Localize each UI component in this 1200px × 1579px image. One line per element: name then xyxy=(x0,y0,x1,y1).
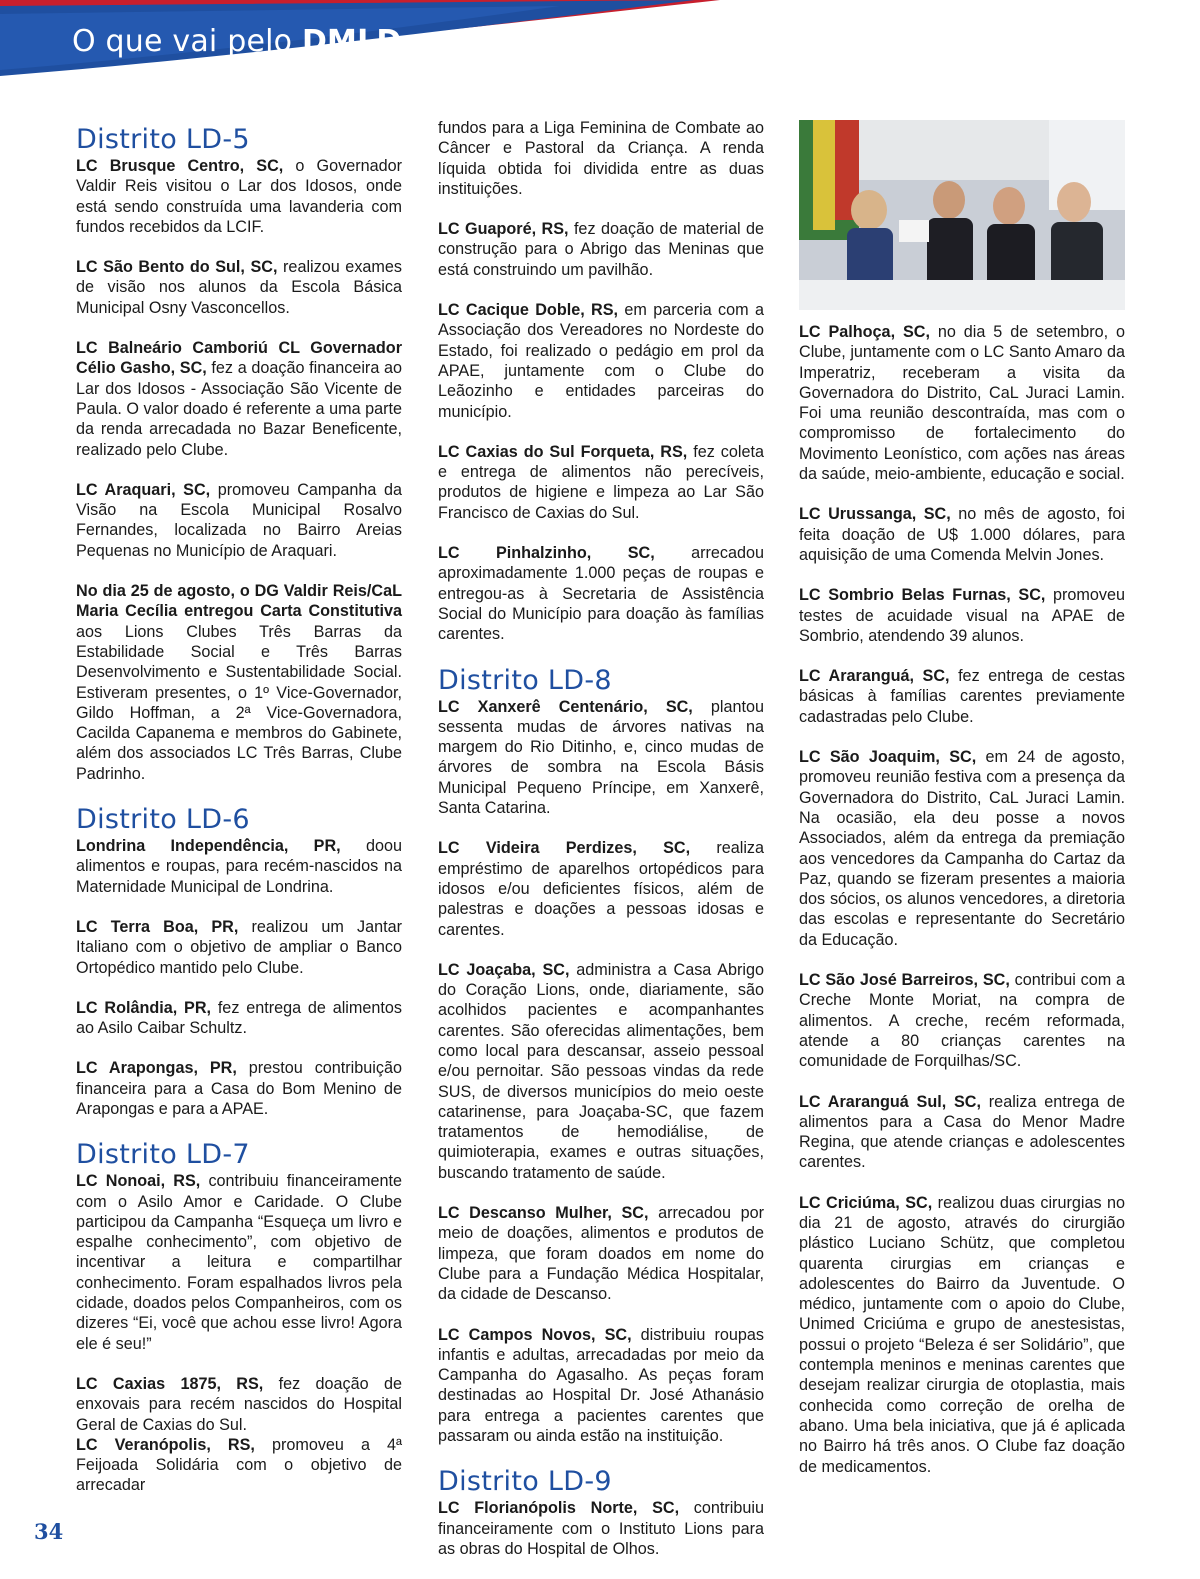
news-entry xyxy=(438,960,764,1183)
club-name: LC São Bento do Sul, SC, xyxy=(76,258,278,277)
entry-text: no dia 5 de setembro, o Clube, juntamente com o LC Santo Amaro da Imperatriz, receberam a visita da Governadora do Distrito, CaL Juraci Lamin. Foi uma reunião descontraída, mas com o compromisso de fortalecimento do Movimento Leonístico, com ações nas áreas da saúde, meio-ambiente, educação e social. xyxy=(799,323,1126,484)
news-entry-continuation: fundos para a Liga Feminina de Combate ao Câncer e Pastoral da Criança. A renda líquida obtida foi dividida entre as duas instituições. xyxy=(438,119,764,198)
entry-text: administra a Casa Abrigo do Coração Lions, onde, diariamente, são acolhidos pacientes e acompanhantes carentes. São oferecidas alimentações, bem como local para descansar, asseio pessoal e/ou pernoitar. São pessoas vindas da rede SUS, de diversos municípios do meio oeste catarinense, para Joaçaba-SC, que fazem tratamentos de hemodiálise, de quimioterapia, exames e outras situações, buscando tratamento de saúde. xyxy=(438,960,764,1182)
news-entry xyxy=(76,836,402,897)
news-entry xyxy=(799,322,1125,484)
news-entry xyxy=(76,1374,402,1435)
club-name: LC Veranópolis, RS, xyxy=(76,1435,255,1454)
club-name: LC Florianópolis Norte, SC, xyxy=(438,1499,680,1518)
news-entry xyxy=(799,1092,1125,1173)
district-ld6 xyxy=(76,804,402,1119)
district-heading: Distrito LD-8 xyxy=(438,664,612,696)
entry-text: promoveu a 4ª Feijoada Solidária com o objetivo de arrecadar xyxy=(76,1435,402,1495)
entry-text: arrecadou por meio de doações, alimentos e produtos de limpeza, que foram doados em nome do Clube para a Fundação Médica Hospitalar, da cidade de Descanso. xyxy=(438,1204,764,1304)
club-name: No dia 25 de agosto, o DG Valdir Reis/CaL Maria Cecília entregou Carta Constitutiva xyxy=(76,582,402,621)
news-entry xyxy=(799,585,1125,646)
entry-text: realiza entrega de alimentos para a Casa do Menor Madre Regina, que atende crianças e adolescentes carentes. xyxy=(799,1092,1125,1172)
club-name: LC Araranguá Sul, SC, xyxy=(799,1092,981,1111)
club-name: Londrina Independência, PR, xyxy=(76,837,341,856)
header-title-bold: DMLD xyxy=(301,24,402,59)
news-entry xyxy=(76,1058,402,1119)
entry-text: em 24 de agosto, promoveu reunião festiva com a presença da Governadora do Distrito, CaL Juraci Lamin. Na ocasião, ela deu posse a novos Associados, além da entrega da premiação aos vencedores da Campanha do Cartaz da Paz, quando se fizeram presentes a maioria dos sócios, os alunos vencedores, a diretoria das escolas e representante do Secretário da Educação. xyxy=(799,748,1125,949)
club-name: LC Guaporé, RS, xyxy=(438,220,569,239)
entry-text: fez a doação financeira ao Lar dos Idosos - Associação São Vicente de Paula. O valor doado é referente a uma parte da renda arrecadada no Bazar Beneficente, realizado pelo Clube. xyxy=(76,359,402,459)
event-photo xyxy=(799,120,1125,310)
news-entry xyxy=(799,504,1125,565)
district-ld9 xyxy=(438,1466,764,1559)
district-ld5 xyxy=(76,124,402,784)
club-name: LC Brusque Centro, SC, xyxy=(76,157,284,175)
entry-text: em parceria com a Associação dos Vereadores no Nordeste do Estado, foi realizado o pedágio em prol da APAE, juntamente com o Clube do Leãozinho e entidades parceiras do município. xyxy=(438,301,764,421)
entry-text: realizou duas cirurgias no dia 21 de agosto, através do cirurgião plástico Luciano Schütz, que completou quarenta cirurgias em crianças e adolescentes do Bairro da Juventude. O médico, juntamente com o apoio do Clube, Unimed Criciúma e grupo de anestesistas, possui o projeto “Beleza é ser Solidário”, que contempla meninos e meninas carentes que desejam realizar cirurgia de otoplastia, mais conhecida como correção de orelha de abano. Uma bela iniciativa, que já é aplicada no Bairro há três anos. O Clube faz doação de medicamentos. xyxy=(799,1193,1125,1476)
club-name: LC Campos Novos, SC, xyxy=(438,1325,632,1344)
entry-text: realiza empréstimo de aparelhos ortopédicos para idosos e/ou deficientes físicos, além de palestras e doações a pessoas idosas e carentes. xyxy=(438,839,765,939)
club-name: LC Balneário Camboriú CL Governador Célio Gasho, SC, xyxy=(76,339,402,378)
news-entry xyxy=(76,581,402,784)
news-entry xyxy=(76,1435,402,1496)
club-name: LC Araquari, SC, xyxy=(76,480,211,499)
entry-text: contribuiu financeiramente com o Instituto Lions para as obras do Hospital de Olhos. xyxy=(438,1499,764,1558)
club-name: LC Joaçaba, SC, xyxy=(438,960,570,979)
district-ld8 xyxy=(438,665,764,1447)
entry-text: fez entrega de cestas básicas à famílias carentes previamente cadastradas pelo Clube. xyxy=(799,667,1125,726)
news-entry xyxy=(438,1325,764,1447)
club-name: LC Descanso Mulher, SC, xyxy=(438,1204,649,1223)
news-entry xyxy=(438,697,764,819)
news-entry xyxy=(76,917,402,978)
club-name: LC São Joaquim, SC, xyxy=(799,748,977,767)
entry-text: fez doação de enxovais para recém nascidos do Hospital Geral de Caxias do Sul. xyxy=(76,1374,402,1434)
club-name: LC Caxias 1875, RS, xyxy=(76,1374,264,1393)
entry-text: fez doação de material de construção para o Abrigo das Meninas que está construindo um pavilhão. xyxy=(438,220,764,279)
club-name: LC Cacique Doble, RS, xyxy=(438,301,619,320)
news-entry xyxy=(438,543,764,644)
entry-text: distribuiu roupas infantis e adultas, arrecadadas por meio da Campanha do Agasalho. As peças foram destinadas ao Hospital Dr. José Athanásio para entrega a pacientes carentes que passaram ou ainda estão na instituição. xyxy=(438,1325,764,1446)
news-entry xyxy=(438,442,764,523)
entry-text: contribuiu financeiramente com o Asilo Amor e Caridade. O Clube participou da Campanha “Esqueça um livro e espalhe conhecimento”, com objetivo de incentivar a leitura e compartilhar conhecimento. Foram espalhados livros pela cidade, doados pelos Companheiros, com os dizeres “Ei, você que achou esse livro! Agora ele é seu!” xyxy=(76,1172,402,1353)
entry-text: promoveu testes de acuidade visual na APAE de Sombrio, atendendo 39 alunos. xyxy=(799,586,1125,645)
club-name: LC Pinhalzinho, SC, xyxy=(438,544,655,563)
header-title-prefix: O que vai pelo xyxy=(72,24,293,59)
entry-text: realizou exames de visão nos alunos da Escola Básica Municipal Osny Vasconcellos. xyxy=(76,258,402,317)
club-name: LC Criciúma, SC, xyxy=(799,1193,933,1212)
entry-text: fez entrega de alimentos ao Asilo Caibar Schultz. xyxy=(76,998,402,1038)
news-entry xyxy=(438,1203,764,1304)
club-name: LC Nonoai, RS, xyxy=(76,1172,201,1191)
district-ld7 xyxy=(76,1139,402,1495)
club-name: LC Urussanga, SC, xyxy=(799,505,951,524)
news-entry xyxy=(799,666,1125,727)
entry-text: o Governador Valdir Reis visitou o Lar dos Idosos, onde está sendo construída uma lavanderia com fundos recebidos da LCIF. xyxy=(76,157,403,236)
news-entry xyxy=(799,747,1125,950)
club-name: LC Sombrio Belas Furnas, SC, xyxy=(799,586,1046,605)
entry-text: contribui com a Creche Monte Moriat, na compra de alimentos. A creche, recém reformada, atende a 80 crianças carentes na comunidade de Forquilhas/SC. xyxy=(799,971,1125,1071)
entry-text: fez coleta e entrega de alimentos não perecíveis, produtos de higiene e limpeza ao Lar São Francisco de Caxias do Sul. xyxy=(438,442,764,522)
club-name: LC Caxias do Sul Forqueta, RS, xyxy=(438,442,688,461)
news-entry xyxy=(76,480,402,561)
news-entry xyxy=(438,838,764,939)
entry-text: prestou contribuição financeira para a Casa do Bom Menino de Arapongas e para a APAE. xyxy=(76,1059,402,1118)
column-1 xyxy=(76,118,402,1496)
district-heading: Distrito LD-7 xyxy=(76,1139,250,1171)
entry-text: no mês de agosto, foi feita doação de U$ 1.000 dólares, para aquisição de uma Comenda Melvin Jones. xyxy=(799,505,1125,564)
club-name: LC Videira Perdizes, SC, xyxy=(438,839,691,858)
entry-text: plantou sessenta mudas de árvores nativas na margem do Rio Ditinho, e, cinco mudas de árvores de sombra na Escola Básis Municipal Pequeno Príncipe, em Xanxerê, Santa Catarina. xyxy=(438,697,764,818)
district-heading: Distrito LD-9 xyxy=(438,1466,612,1498)
news-entry xyxy=(76,998,402,1039)
district-heading: Distrito LD-6 xyxy=(76,804,250,836)
header-title xyxy=(72,24,402,59)
entry-text: promoveu Campanha da Visão na Escola Municipal Rosalvo Fernandes, localizada no Bairro Areias Pequenas no Município de Araquari. xyxy=(76,480,402,560)
club-name: LC Xanxerê Centenário, SC, xyxy=(438,697,693,716)
column-3 xyxy=(799,118,1125,1497)
news-entry xyxy=(76,156,402,237)
club-name: LC Palhoça, SC, xyxy=(799,323,930,341)
news-entry xyxy=(438,219,764,280)
column-2 xyxy=(438,118,764,1579)
club-name: LC Arapongas, PR, xyxy=(76,1059,237,1078)
entry-text: doou alimentos e roupas, para recém-nascidos na Maternidade Municipal de Londrina. xyxy=(76,837,402,896)
event-photo-illustration xyxy=(799,120,1125,310)
club-name: LC Rolândia, PR, xyxy=(76,998,212,1017)
entry-text: realizou um Jantar Italiano com o objetivo de ampliar o Banco Ortopédico mantido pelo Clube. xyxy=(76,917,402,977)
entry-text: arrecadou aproximadamente 1.000 peças de roupas e entregou-as à Secretaria de Assistência Social do Município para doação às famílias carentes. xyxy=(438,544,764,644)
news-entry xyxy=(76,257,402,318)
club-name: LC São José Barreiros, SC, xyxy=(799,971,1010,990)
news-entry xyxy=(438,300,764,422)
entry-text: aos Lions Clubes Três Barras da Estabilidade Social e Três Barras Desenvolvimento e Sustentabilidade Social. Estiveram presentes, o 1º Vice-Governador, Gildo Hoffman, a 2ª Vice-Governadora, Cacilda Capanema e membros do Gabinete, além dos associados LC Três Barras, Clube Padrinho. xyxy=(76,622,402,783)
club-name: LC Araranguá, SC, xyxy=(799,667,950,686)
news-entry xyxy=(76,338,402,460)
news-entry xyxy=(76,1171,402,1354)
news-entry xyxy=(799,1193,1125,1477)
page-number: 34 xyxy=(34,1519,64,1544)
district-heading: Distrito LD-5 xyxy=(76,124,250,155)
club-name: LC Terra Boa, PR, xyxy=(76,917,239,936)
news-entry xyxy=(799,970,1125,1071)
news-entry xyxy=(438,1498,764,1559)
